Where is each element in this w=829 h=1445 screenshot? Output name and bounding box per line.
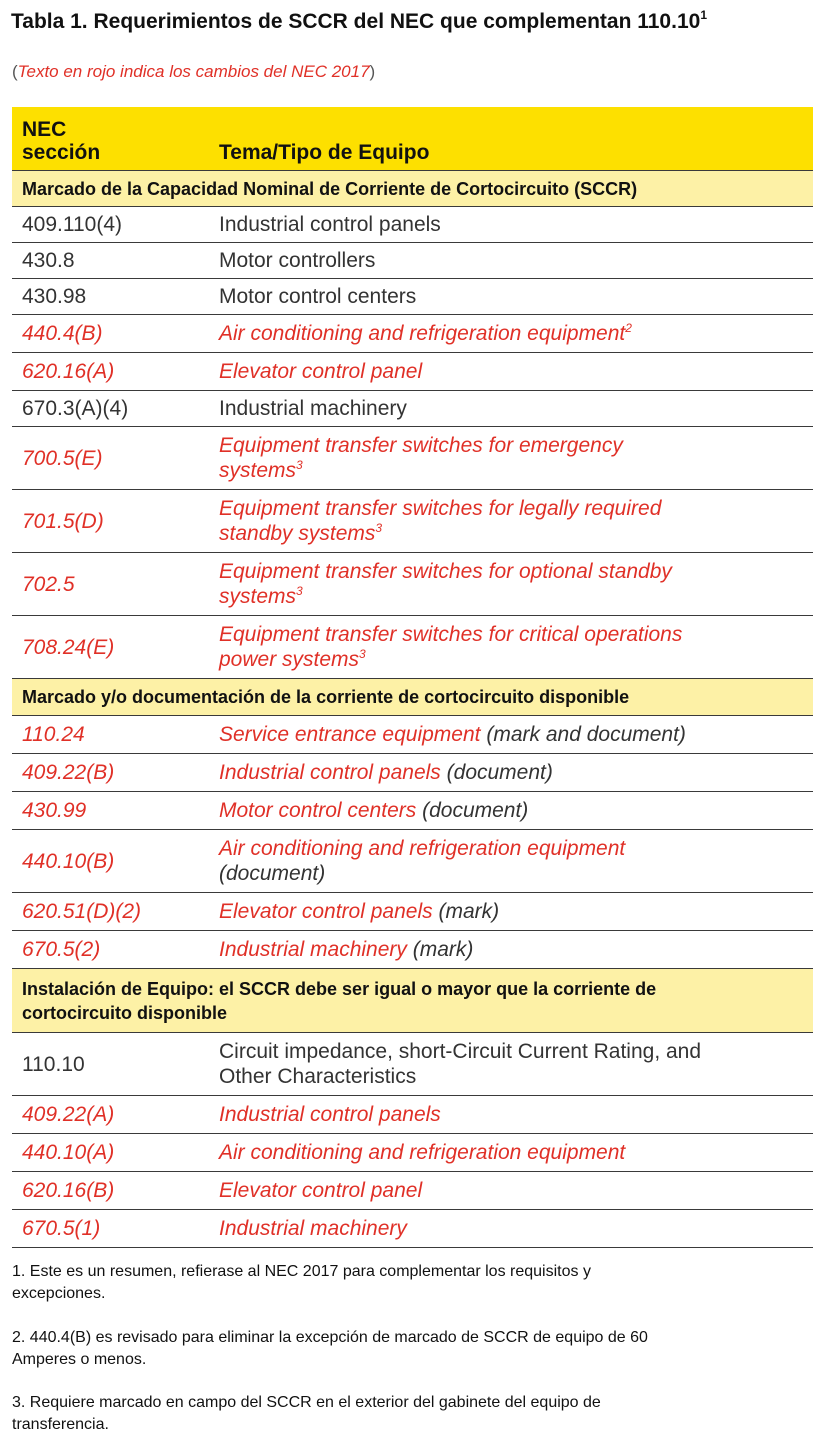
table-row	[12, 931, 813, 969]
table-header-row	[12, 107, 813, 171]
topic-cell: Equipment transfer switches for optional standby systems$^3$	[209, 553, 813, 616]
topic-cell: Motor control centers	[209, 279, 813, 315]
topic-cell: Elevator control panel	[209, 1172, 813, 1210]
topic-cell: Industrial machinery	[209, 1210, 813, 1248]
nec-section-cell: 620.16(A)	[12, 353, 209, 391]
topic-cell: Motor controllers	[209, 243, 813, 279]
topic-cell: Industrial machinery	[209, 391, 813, 427]
nec-section-cell: 700.5(E)	[12, 427, 209, 490]
footnote-ref: 3	[296, 584, 303, 598]
table-row	[12, 391, 813, 427]
topic-cell: Equipment transfer switches for emergency systems$^3$	[209, 427, 813, 490]
section-header-row	[12, 679, 813, 716]
section-header-row	[12, 969, 813, 1033]
topic-cell: Service entrance equipment (mark and document)	[209, 716, 813, 754]
legend-note-text: Texto en rojo indica los cambios del NEC 2017	[17, 62, 370, 81]
topic-cell: Circuit impedance, short-Circuit Current Rating, and Other Characteristics	[209, 1033, 813, 1096]
legend-note: (Texto en rojo indica los cambios del NEC 2017)	[12, 62, 376, 81]
table-row	[12, 1210, 813, 1248]
footnote-3: 3. Requiere marcado en campo del SCCR en el exterior del gabinete del equipo de transferencia.	[12, 1394, 601, 1433]
table-row	[12, 830, 813, 893]
section-title: Marcado y/o documentación de la corriente de cortocircuito disponible	[12, 679, 813, 716]
topic-qualifier: (document)	[219, 862, 326, 885]
topic-cell: Industrial control panels	[209, 207, 813, 243]
section-title: Instalación de Equipo: el SCCR debe ser igual o mayor que la corriente de cortocircuito disponible	[12, 969, 813, 1033]
table-row	[12, 616, 813, 679]
footnote-ref: 2	[625, 321, 632, 335]
table-row	[12, 1134, 813, 1172]
table-row	[12, 243, 813, 279]
footnote-ref: 3	[375, 521, 383, 535]
table-row	[12, 490, 813, 553]
topic-qualifier: (mark and document)	[486, 723, 686, 746]
table-row	[12, 792, 813, 830]
topic-cell: Industrial machinery (mark)	[209, 931, 813, 969]
table-row	[12, 315, 813, 353]
topic-cell: Air conditioning and refrigeration equipment$^2$	[209, 315, 813, 353]
table-row	[12, 1096, 813, 1134]
footnote-1: 1. Este es un resumen, refierase al NEC 2017 para complementar los requisitos y excepciones.	[12, 1263, 591, 1302]
nec-section-cell: 110.24	[12, 716, 209, 754]
topic-qualifier: (document)	[422, 799, 529, 822]
nec-section-cell: 701.5(D)	[12, 490, 209, 553]
topic-cell: Elevator control panels (mark)	[209, 893, 813, 931]
footnote-ref: 3	[359, 647, 366, 661]
nec-section-cell: 409.110(4)	[12, 207, 209, 243]
table-row	[12, 207, 813, 243]
section-title: Marcado de la Capacidad Nominal de Corriente de Cortocircuito (SCCR)	[12, 171, 813, 207]
table-row	[12, 353, 813, 391]
nec-section-cell: 440.10(A)	[12, 1134, 209, 1172]
nec-section-cell: 430.99	[12, 792, 209, 830]
nec-section-cell: 702.5	[12, 553, 209, 616]
topic-cell: Air conditioning and refrigeration equipment	[209, 1134, 813, 1172]
header-topic: Tema/Tipo de Equipo	[209, 107, 813, 171]
sccr-requirements-table	[12, 107, 813, 1248]
nec-section-cell: 670.3(A)(4)	[12, 391, 209, 427]
topic-cell: Industrial control panels (document)	[209, 754, 813, 792]
table-row	[12, 716, 813, 754]
table-row	[12, 1172, 813, 1210]
nec-section-cell: 430.8	[12, 243, 209, 279]
topic-cell: Equipment transfer switches for legally required standby systems$^3$	[209, 490, 813, 553]
nec-section-cell: 670.5(2)	[12, 931, 209, 969]
section-header-row	[12, 171, 813, 207]
nec-section-cell: 440.10(B)	[12, 830, 209, 893]
nec-section-cell: 620.16(B)	[12, 1172, 209, 1210]
nec-section-cell: 620.51(D)(2)	[12, 893, 209, 931]
topic-qualifier: (mark)	[412, 938, 474, 961]
table-row	[12, 754, 813, 792]
table-row	[12, 893, 813, 931]
title-footnote-ref: 1	[700, 8, 707, 22]
nec-section-cell: 440.4(B)	[12, 315, 209, 353]
topic-cell: Elevator control panel	[209, 353, 813, 391]
topic-cell: Air conditioning and refrigeration equipment (document)	[209, 830, 813, 893]
nec-section-cell: 430.98	[12, 279, 209, 315]
table-row	[12, 279, 813, 315]
nec-section-cell: 708.24(E)	[12, 616, 209, 679]
table-row	[12, 553, 813, 616]
nec-section-cell: 110.10	[12, 1033, 209, 1096]
topic-qualifier: (mark)	[438, 900, 500, 923]
topic-cell: Equipment transfer switches for critical operations power systems$^3$	[209, 616, 813, 679]
header-nec-section: NEC sección	[12, 107, 209, 171]
topic-cell: Industrial control panels	[209, 1096, 813, 1134]
nec-section-cell: 409.22(A)	[12, 1096, 209, 1134]
nec-section-cell: 409.22(B)	[12, 754, 209, 792]
table-title: Tabla 1. Requerimientos de SCCR del NEC que complementan 110.10$^1$	[11, 8, 707, 33]
topic-cell: Motor control centers (document)	[209, 792, 813, 830]
footnote-2: 2. 440.4(B) es revisado para eliminar la excepción de marcado de SCCR de equipo de 60 Amperes o menos.	[12, 1329, 648, 1368]
topic-qualifier: (document)	[446, 761, 553, 784]
footnote-ref: 3	[296, 458, 303, 472]
nec-section-cell: 670.5(1)	[12, 1210, 209, 1248]
table-row	[12, 1033, 813, 1096]
table-row	[12, 427, 813, 490]
